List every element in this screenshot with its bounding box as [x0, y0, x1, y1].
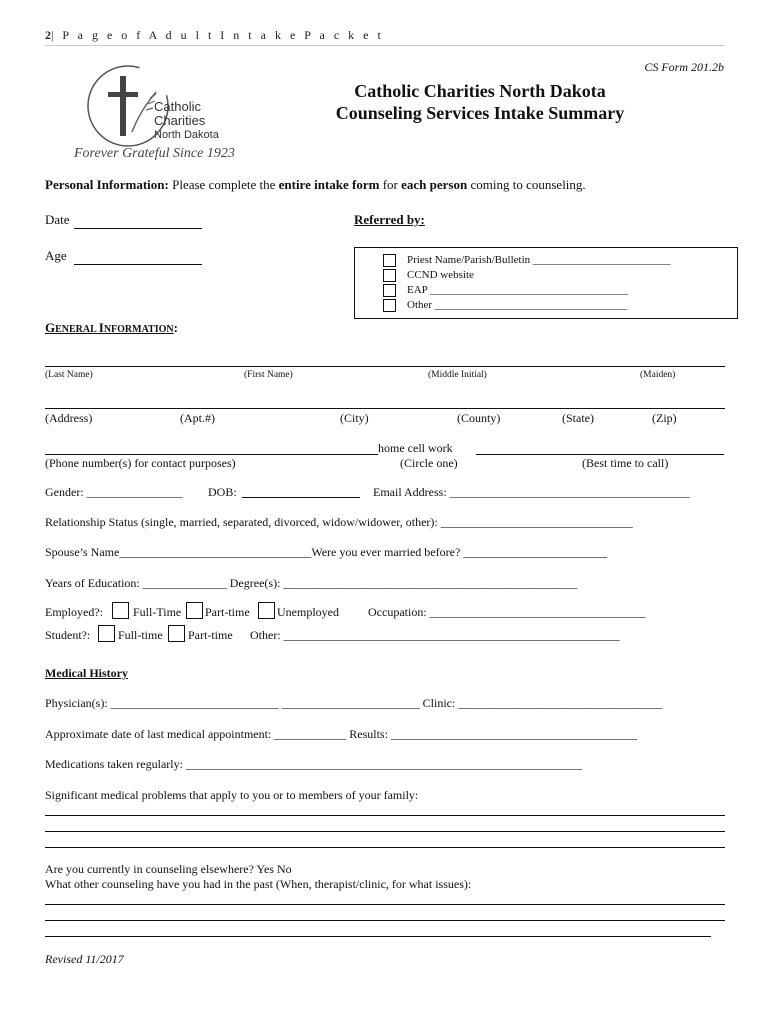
circle-one-label: (Circle one): [400, 456, 458, 470]
name-field[interactable]: [45, 366, 725, 367]
logo-tagline: Forever Grateful Since 1923: [74, 146, 235, 161]
employed-label: Employed?:: [45, 605, 103, 619]
form-number: CS Form 201.2b: [644, 60, 724, 74]
medical-history-heading: Medical History: [45, 666, 128, 680]
age-field[interactable]: [74, 264, 202, 265]
referral-option-website: CCND website: [407, 269, 474, 281]
past-counseling-line-1[interactable]: [45, 904, 725, 905]
state-label: (State): [562, 411, 594, 425]
heading-letter-g: G: [45, 320, 56, 335]
dob-field[interactable]: [242, 497, 360, 498]
logo-text-charities: Charities: [154, 113, 206, 128]
heading-colon: :: [173, 320, 178, 335]
title-line-2: Counseling Services Intake Summary: [335, 103, 625, 123]
referral-priest-checkbox[interactable]: [383, 254, 396, 267]
past-counseling-line-3[interactable]: [45, 936, 711, 937]
middle-initial-label: (Middle Initial): [428, 370, 487, 380]
personal-info-instruction: [45, 177, 586, 193]
county-label: (County): [457, 411, 501, 425]
occupation-field[interactable]: Occupation: ____________________________________: [368, 605, 646, 619]
student-label: Student?:: [45, 628, 91, 642]
page-number: 2: [45, 28, 51, 42]
logo-text-north-dakota: North Dakota: [154, 129, 219, 141]
last-name-label: (Last Name): [45, 370, 93, 380]
student-parttime-checkbox[interactable]: [168, 625, 185, 642]
significant-problems-line-3[interactable]: [45, 847, 725, 848]
heading-letter-i: I: [98, 320, 104, 335]
past-counseling-label: What other counseling have you had in the past (When, therapist/clinic, for what issues):: [45, 877, 472, 891]
student-fulltime-label: Full-time: [118, 628, 163, 642]
date-field[interactable]: [74, 228, 202, 229]
referral-eap-checkbox[interactable]: [383, 284, 396, 297]
student-other-field[interactable]: Other: ________________________________________________________: [250, 628, 620, 642]
referral-option-priest: Priest Name/Parish/Bulletin _________________________: [407, 254, 671, 266]
dob-label: DOB:: [208, 485, 237, 499]
relationship-status-field[interactable]: Relationship Status (single, married, separated, divorced, widow/widower, other): ________________________________: [45, 515, 633, 529]
address-field[interactable]: [45, 408, 725, 409]
instruction-text-1: Please complete the: [168, 177, 279, 192]
general-info-heading: [45, 320, 178, 336]
instruction-text-2: for: [379, 177, 402, 192]
spouse-field[interactable]: Spouse’s Name________________________________Were you ever married before? ________________________: [45, 545, 608, 559]
maiden-label: (Maiden): [640, 370, 676, 380]
significant-problems-label: Significant medical problems that apply to you or to members of your family:: [45, 788, 419, 802]
significant-problems-line-2[interactable]: [45, 831, 725, 832]
past-counseling-line-2[interactable]: [45, 920, 725, 921]
employed-fulltime-checkbox[interactable]: [112, 602, 129, 619]
personal-info-label: Personal Information:: [45, 177, 169, 192]
unemployed-label: Unemployed: [277, 605, 339, 619]
employed-parttime-label: Part-time: [205, 605, 250, 619]
address-label: (Address): [45, 411, 93, 425]
referral-option-other: Other ___________________________________: [407, 299, 628, 311]
unemployed-checkbox[interactable]: [258, 602, 275, 619]
referral-other-checkbox[interactable]: [383, 299, 396, 312]
best-time-label: (Best time to call): [582, 456, 669, 470]
title-line-1: Catholic Charities North Dakota: [354, 81, 606, 101]
phone-label: (Phone number(s) for contact purposes): [45, 456, 236, 470]
education-field[interactable]: Years of Education: ______________ Degree(s): _________________________________________________: [45, 576, 578, 590]
significant-problems-line-1[interactable]: [45, 815, 725, 816]
referred-by-heading: Referred by:: [354, 212, 425, 227]
gender-field[interactable]: Gender: ________________: [45, 485, 183, 499]
page-header: [45, 28, 384, 43]
heading-rest-1: ENERAL: [55, 324, 99, 335]
zip-label: (Zip): [652, 411, 677, 425]
date-label: Date: [45, 212, 70, 227]
student-parttime-label: Part-time: [188, 628, 233, 642]
catholic-charities-logo: [70, 62, 235, 170]
apt-label: (Apt.#): [180, 411, 215, 425]
best-time-field[interactable]: [476, 454, 724, 455]
physician-field[interactable]: Physician(s): ____________________________ _______________________ Clinic: __________________________________: [45, 696, 663, 710]
student-fulltime-checkbox[interactable]: [98, 625, 115, 642]
employed-parttime-checkbox[interactable]: [186, 602, 203, 619]
heading-rest-2: NFORMATION: [103, 324, 174, 335]
employed-fulltime-label: Full-Time: [133, 605, 182, 619]
referral-option-eap: EAP ____________________________________: [407, 284, 629, 296]
current-counseling-question[interactable]: Are you currently in counseling elsewhere? Yes No: [45, 862, 292, 876]
medications-field[interactable]: Medications taken regularly: __________________________________________________________________: [45, 757, 582, 771]
logo-text-catholic: Catholic: [154, 99, 201, 114]
last-appointment-field[interactable]: Approximate date of last medical appointment: ____________ Results: _________________________________________: [45, 727, 637, 741]
instruction-bold-2: each person: [401, 177, 468, 192]
phone-field[interactable]: [45, 454, 378, 455]
city-label: (City): [340, 411, 369, 425]
phone-type-options[interactable]: home cell work: [378, 441, 453, 455]
referral-website-checkbox[interactable]: [383, 269, 396, 282]
instruction-text-3: coming to counseling.: [467, 177, 586, 192]
email-field[interactable]: Email Address: ________________________________________: [373, 485, 690, 499]
first-name-label: (First Name): [244, 370, 293, 380]
page-header-label: | P a g e o f A d u l t I n t a k e P a c k e t: [51, 28, 384, 42]
instruction-bold-1: entire intake form: [278, 177, 380, 192]
header-rule: [45, 45, 725, 46]
age-label: Age: [45, 248, 67, 263]
revised-date: Revised 11/2017: [45, 952, 124, 966]
